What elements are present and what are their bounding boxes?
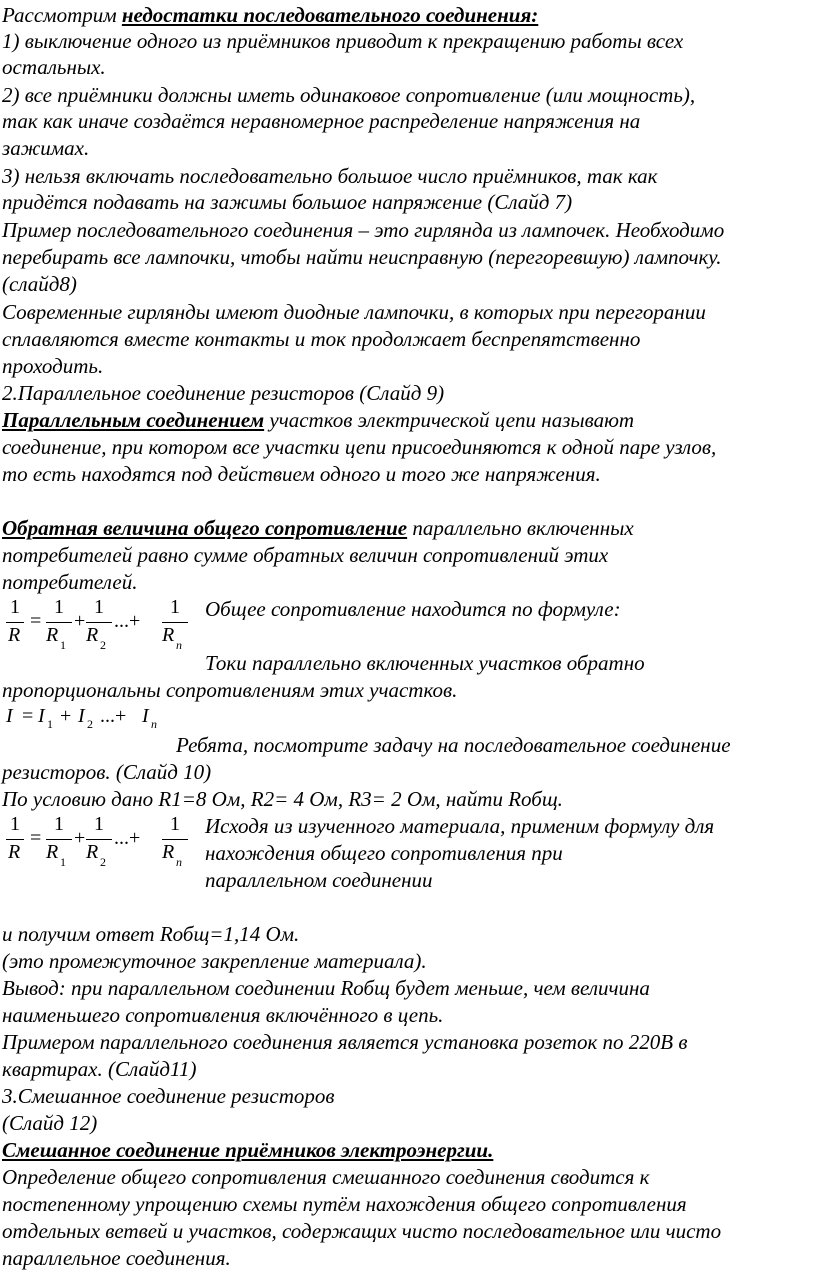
paragraph-line: (это промежуточное закрепление материала). xyxy=(2,949,427,973)
paragraph-line: резисторов. (Слайд 10) xyxy=(2,760,212,784)
paragraph-line: Примером параллельного соединения является установка розеток по 220В в xyxy=(2,1030,688,1054)
paragraph-line: нахождения общего сопротивления при xyxy=(205,841,563,865)
paragraph-line: Современные гирлянды имеют диодные лампочки, в которых при перегорании xyxy=(2,300,706,324)
paragraph-line: потребителей. xyxy=(2,570,138,594)
paragraph-line: проходить. xyxy=(2,354,104,378)
paragraph-line: перебирать все лампочки, чтобы найти неисправную (перегоревшую) лампочку. xyxy=(2,245,722,269)
paragraph-line: Пример последовательного соединения – это гирлянда из лампочек. Необходимо xyxy=(2,218,725,242)
paragraph-line: Вывод: при параллельном соединении Rобщ будет меньше, чем величина xyxy=(2,976,650,1000)
paragraph-line: наименьшего сопротивления включённого в цепь. xyxy=(2,1003,444,1027)
paragraph-line: постепенному упрощению схемы путём нахождения общего сопротивления xyxy=(2,1192,687,1216)
paragraph-line: зажимах. xyxy=(2,136,90,160)
emphasis-text: Смешанное соединение приёмников электроэнергии. xyxy=(2,1138,494,1162)
paragraph-line: По условию дано R1=8 Ом, R2= 4 Ом, R3= 2 Ом, найти Rобщ. xyxy=(2,787,563,811)
resistance-formula: 1 R = 1 R 1 + 1 R 2 ...+ 1 R n xyxy=(6,596,196,652)
paragraph-line: 2) все приёмники должны иметь одинаковое сопротивление (или мощность), xyxy=(2,83,696,107)
paragraph-line: 2.Параллельное соединение резисторов (Слайд 9) xyxy=(2,381,445,405)
paragraph-line: придётся подавать на зажимы большое напряжение (Слайд 7) xyxy=(2,190,573,214)
paragraph-line: то есть находятся под действием одного и того же напряжения. xyxy=(2,462,601,486)
paragraph-line: Токи параллельно включенных участков обратно xyxy=(205,651,645,675)
paragraph-line: и получим ответ Rобщ=1,14 Ом. xyxy=(2,922,300,946)
paragraph-line: пропорциональны сопротивлениям этих участков. xyxy=(2,678,458,702)
paragraph-line: параллельном соединении xyxy=(205,868,433,892)
resistance-formula: 1 R = 1 R 1 + 1 R 2 ...+ 1 R n xyxy=(6,813,196,869)
paragraph-line: (Слайд 12) xyxy=(2,1111,98,1135)
paragraph-line: 1) выключение одного из приёмников приводит к прекращению работы всех xyxy=(2,29,684,53)
paragraph-line: Обратная величина общего сопротивление параллельно включенных xyxy=(2,516,634,540)
paragraph-line: параллельное соединения. xyxy=(2,1246,231,1270)
paragraph-line: сплавляются вместе контакты и ток продолжает беспрепятственно xyxy=(2,327,641,351)
paragraph-line: Рассмотрим недостатки последовательного соединения: xyxy=(2,3,539,27)
paragraph-line: так как иначе создаётся неравномерное распределение напряжения на xyxy=(2,109,641,133)
paragraph-line: квартирах. (Слайд11) xyxy=(2,1057,197,1081)
paragraph-line: Определение общего сопротивления смешанного соединения сводится к xyxy=(2,1165,650,1189)
paragraph-line: (слайд8) xyxy=(2,272,77,296)
paragraph-line: Ребята, посмотрите задачу на последовательное соединение xyxy=(176,733,731,757)
emphasis-text: Параллельным соединением xyxy=(2,408,265,432)
paragraph-line xyxy=(2,1137,493,1163)
paragraph-line: потребителей равно сумме обратных величин сопротивлений этих xyxy=(2,543,609,567)
current-formula: I = I 1 + I 2 ...+ I n xyxy=(6,705,157,731)
paragraph-line: соединение, при котором все участки цепи присоединяются к одной паре узлов, xyxy=(2,435,717,459)
emphasis-text: недостатки последовательного соединения: xyxy=(121,3,539,27)
paragraph-line: Исходя из изученного материала, применим формулу для xyxy=(205,814,715,838)
paragraph-line: остальных. xyxy=(2,55,106,79)
paragraph-line: 3.Смешанное соединение резисторов xyxy=(2,1084,335,1108)
paragraph-line: Общее сопротивление находится по формуле: xyxy=(205,597,621,621)
paragraph-line: отдельных ветвей и участков, содержащих чисто последовательное или чисто xyxy=(2,1219,722,1243)
paragraph-line: Параллельным соединением участков электрической цепи называют xyxy=(2,408,635,432)
emphasis-text: Обратная величина общего сопротивление xyxy=(2,516,408,540)
paragraph-line: 3) нельзя включать последовательно большое число приёмников, так как xyxy=(2,164,658,188)
